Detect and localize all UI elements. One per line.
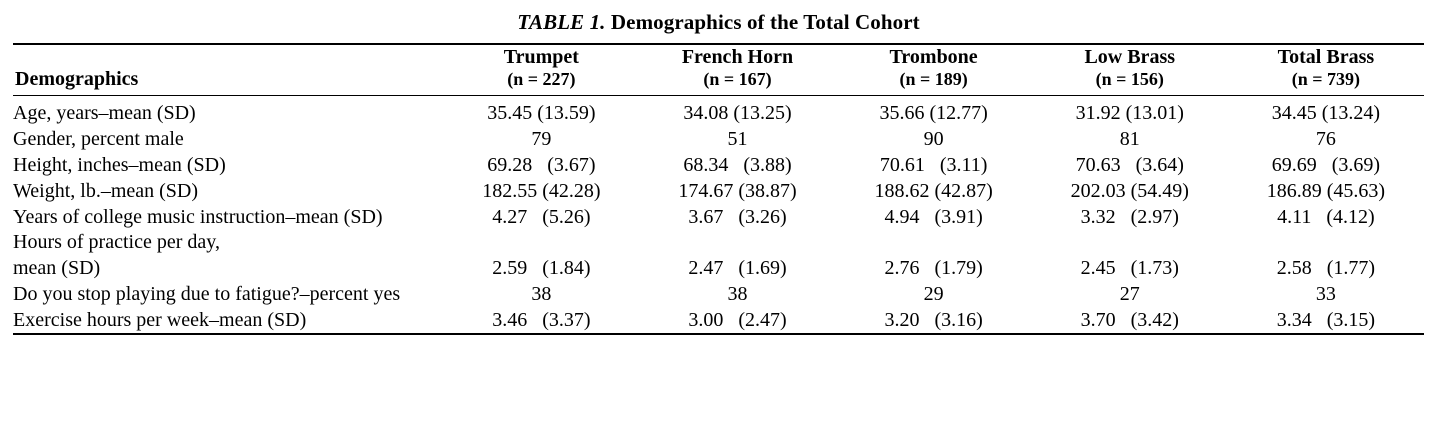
- row-value: [836, 230, 1032, 256]
- bottom-rule-cell: [443, 334, 639, 335]
- table-row: [13, 307, 1424, 334]
- row-value: 2.58 (1.77): [1276, 257, 1376, 280]
- bottom-rule-cell: [836, 334, 1032, 335]
- row-value: 2.45 (1.73): [1080, 257, 1179, 280]
- row-value: 4.11 (4.12): [1277, 205, 1375, 228]
- demographics-table: [13, 43, 1424, 335]
- table-caption: [10, 10, 1427, 35]
- row-value: 4.27 (5.26): [492, 205, 591, 228]
- row-value: [1228, 230, 1424, 256]
- table-row: [13, 152, 1424, 178]
- column-header-demographics: Demographics: [15, 68, 139, 91]
- table-caption-label: TABLE 1.: [517, 10, 606, 34]
- row-value: 186.89 (45.63): [1266, 179, 1386, 202]
- row-value: 38: [531, 282, 552, 305]
- row-label: mean (SD): [13, 257, 101, 280]
- group-count: (n = 189): [899, 69, 968, 90]
- bottom-rule-cell: [1032, 334, 1228, 335]
- table-row: [13, 127, 1424, 153]
- row-value: 90: [923, 128, 944, 151]
- column-header-trumpet: [443, 45, 639, 95]
- row-value: 35.45 (13.59): [487, 102, 596, 125]
- row-value: [639, 230, 835, 256]
- column-header-trombone: [836, 45, 1032, 95]
- row-value: [443, 230, 639, 256]
- row-value: 3.67 (3.26): [688, 205, 787, 228]
- table-bottom-rule: [13, 334, 1424, 335]
- group-count: (n = 156): [1095, 69, 1164, 90]
- row-value: 2.76 (1.79): [884, 257, 983, 280]
- row-value: 31.92 (13.01): [1075, 102, 1184, 125]
- row-value: 174.67 (38.87): [678, 179, 797, 202]
- group-name: French Horn: [681, 46, 794, 68]
- column-header-row: [13, 45, 1424, 95]
- row-value: 188.62 (42.87): [874, 179, 993, 202]
- row-value: [1032, 230, 1228, 256]
- row-value: 76: [1315, 128, 1336, 151]
- row-label: Exercise hours per week–mean (SD): [13, 308, 307, 331]
- row-value: 33: [1315, 282, 1336, 305]
- table-row: [13, 230, 1424, 256]
- row-label: Years of college music instruction–mean (SD): [13, 205, 383, 228]
- table-row: [13, 281, 1424, 307]
- row-value: 2.59 (1.84): [492, 257, 591, 280]
- row-value: 3.46 (3.37): [492, 308, 591, 331]
- group-name: Trombone: [889, 46, 978, 68]
- row-value: 69.69 (3.69): [1271, 153, 1381, 176]
- row-value: 79: [531, 128, 552, 151]
- row-label: Do you stop playing due to fatigue?–percent yes: [13, 282, 401, 305]
- row-value: 182.55 (42.28): [482, 179, 601, 202]
- row-value: 27: [1119, 282, 1140, 305]
- bottom-rule-cell: [13, 334, 443, 335]
- row-value: 69.28 (3.67): [487, 153, 596, 176]
- row-value: 29: [923, 282, 944, 305]
- column-header-french-horn: [639, 45, 835, 95]
- row-value: 3.70 (3.42): [1080, 308, 1179, 331]
- group-count: (n = 167): [703, 69, 772, 90]
- row-value: 3.34 (3.15): [1276, 308, 1376, 331]
- row-value: 81: [1119, 128, 1140, 151]
- row-value: 38: [727, 282, 748, 305]
- group-name: Low Brass: [1084, 46, 1176, 68]
- table-row: [13, 96, 1424, 127]
- row-value: 3.20 (3.16): [884, 308, 983, 331]
- table-caption-text: Demographics of the Total Cohort: [610, 10, 920, 34]
- table-header: [13, 44, 1424, 95]
- row-value: 70.63 (3.64): [1075, 153, 1184, 176]
- row-label: Age, years–mean (SD): [13, 102, 196, 125]
- table-row: [13, 256, 1424, 282]
- row-value: 51: [727, 128, 748, 151]
- row-label: Weight, lb.–mean (SD): [13, 179, 199, 202]
- group-count: (n = 227): [507, 69, 576, 90]
- row-value: 202.03 (54.49): [1070, 179, 1189, 202]
- group-name: Total Brass: [1277, 46, 1375, 68]
- table-footer: [13, 334, 1424, 335]
- row-value: 2.47 (1.69): [688, 257, 787, 280]
- table-row: [13, 204, 1424, 230]
- row-label: Gender, percent male: [13, 128, 184, 151]
- column-header-low-brass: [1032, 45, 1228, 95]
- bottom-rule-cell: [1228, 334, 1424, 335]
- row-value: 4.94 (3.91): [884, 205, 983, 228]
- row-value: 34.45 (13.24): [1271, 102, 1381, 125]
- row-value: 3.32 (2.97): [1080, 205, 1179, 228]
- row-value: 34.08 (13.25): [683, 102, 792, 125]
- group-count: (n = 739): [1291, 69, 1361, 90]
- row-value: 68.34 (3.88): [683, 153, 792, 176]
- group-name: Trumpet: [503, 46, 579, 68]
- row-value: 3.00 (2.47): [688, 308, 787, 331]
- row-label: Hours of practice per day,: [13, 231, 220, 254]
- table-body: [13, 95, 1424, 334]
- table-row: [13, 178, 1424, 204]
- bottom-rule-cell: [639, 334, 835, 335]
- row-value: 35.66 (12.77): [879, 102, 988, 125]
- row-label: Height, inches–mean (SD): [13, 153, 226, 176]
- row-value: 70.61 (3.11): [879, 153, 988, 176]
- column-header-total-brass: [1228, 45, 1424, 95]
